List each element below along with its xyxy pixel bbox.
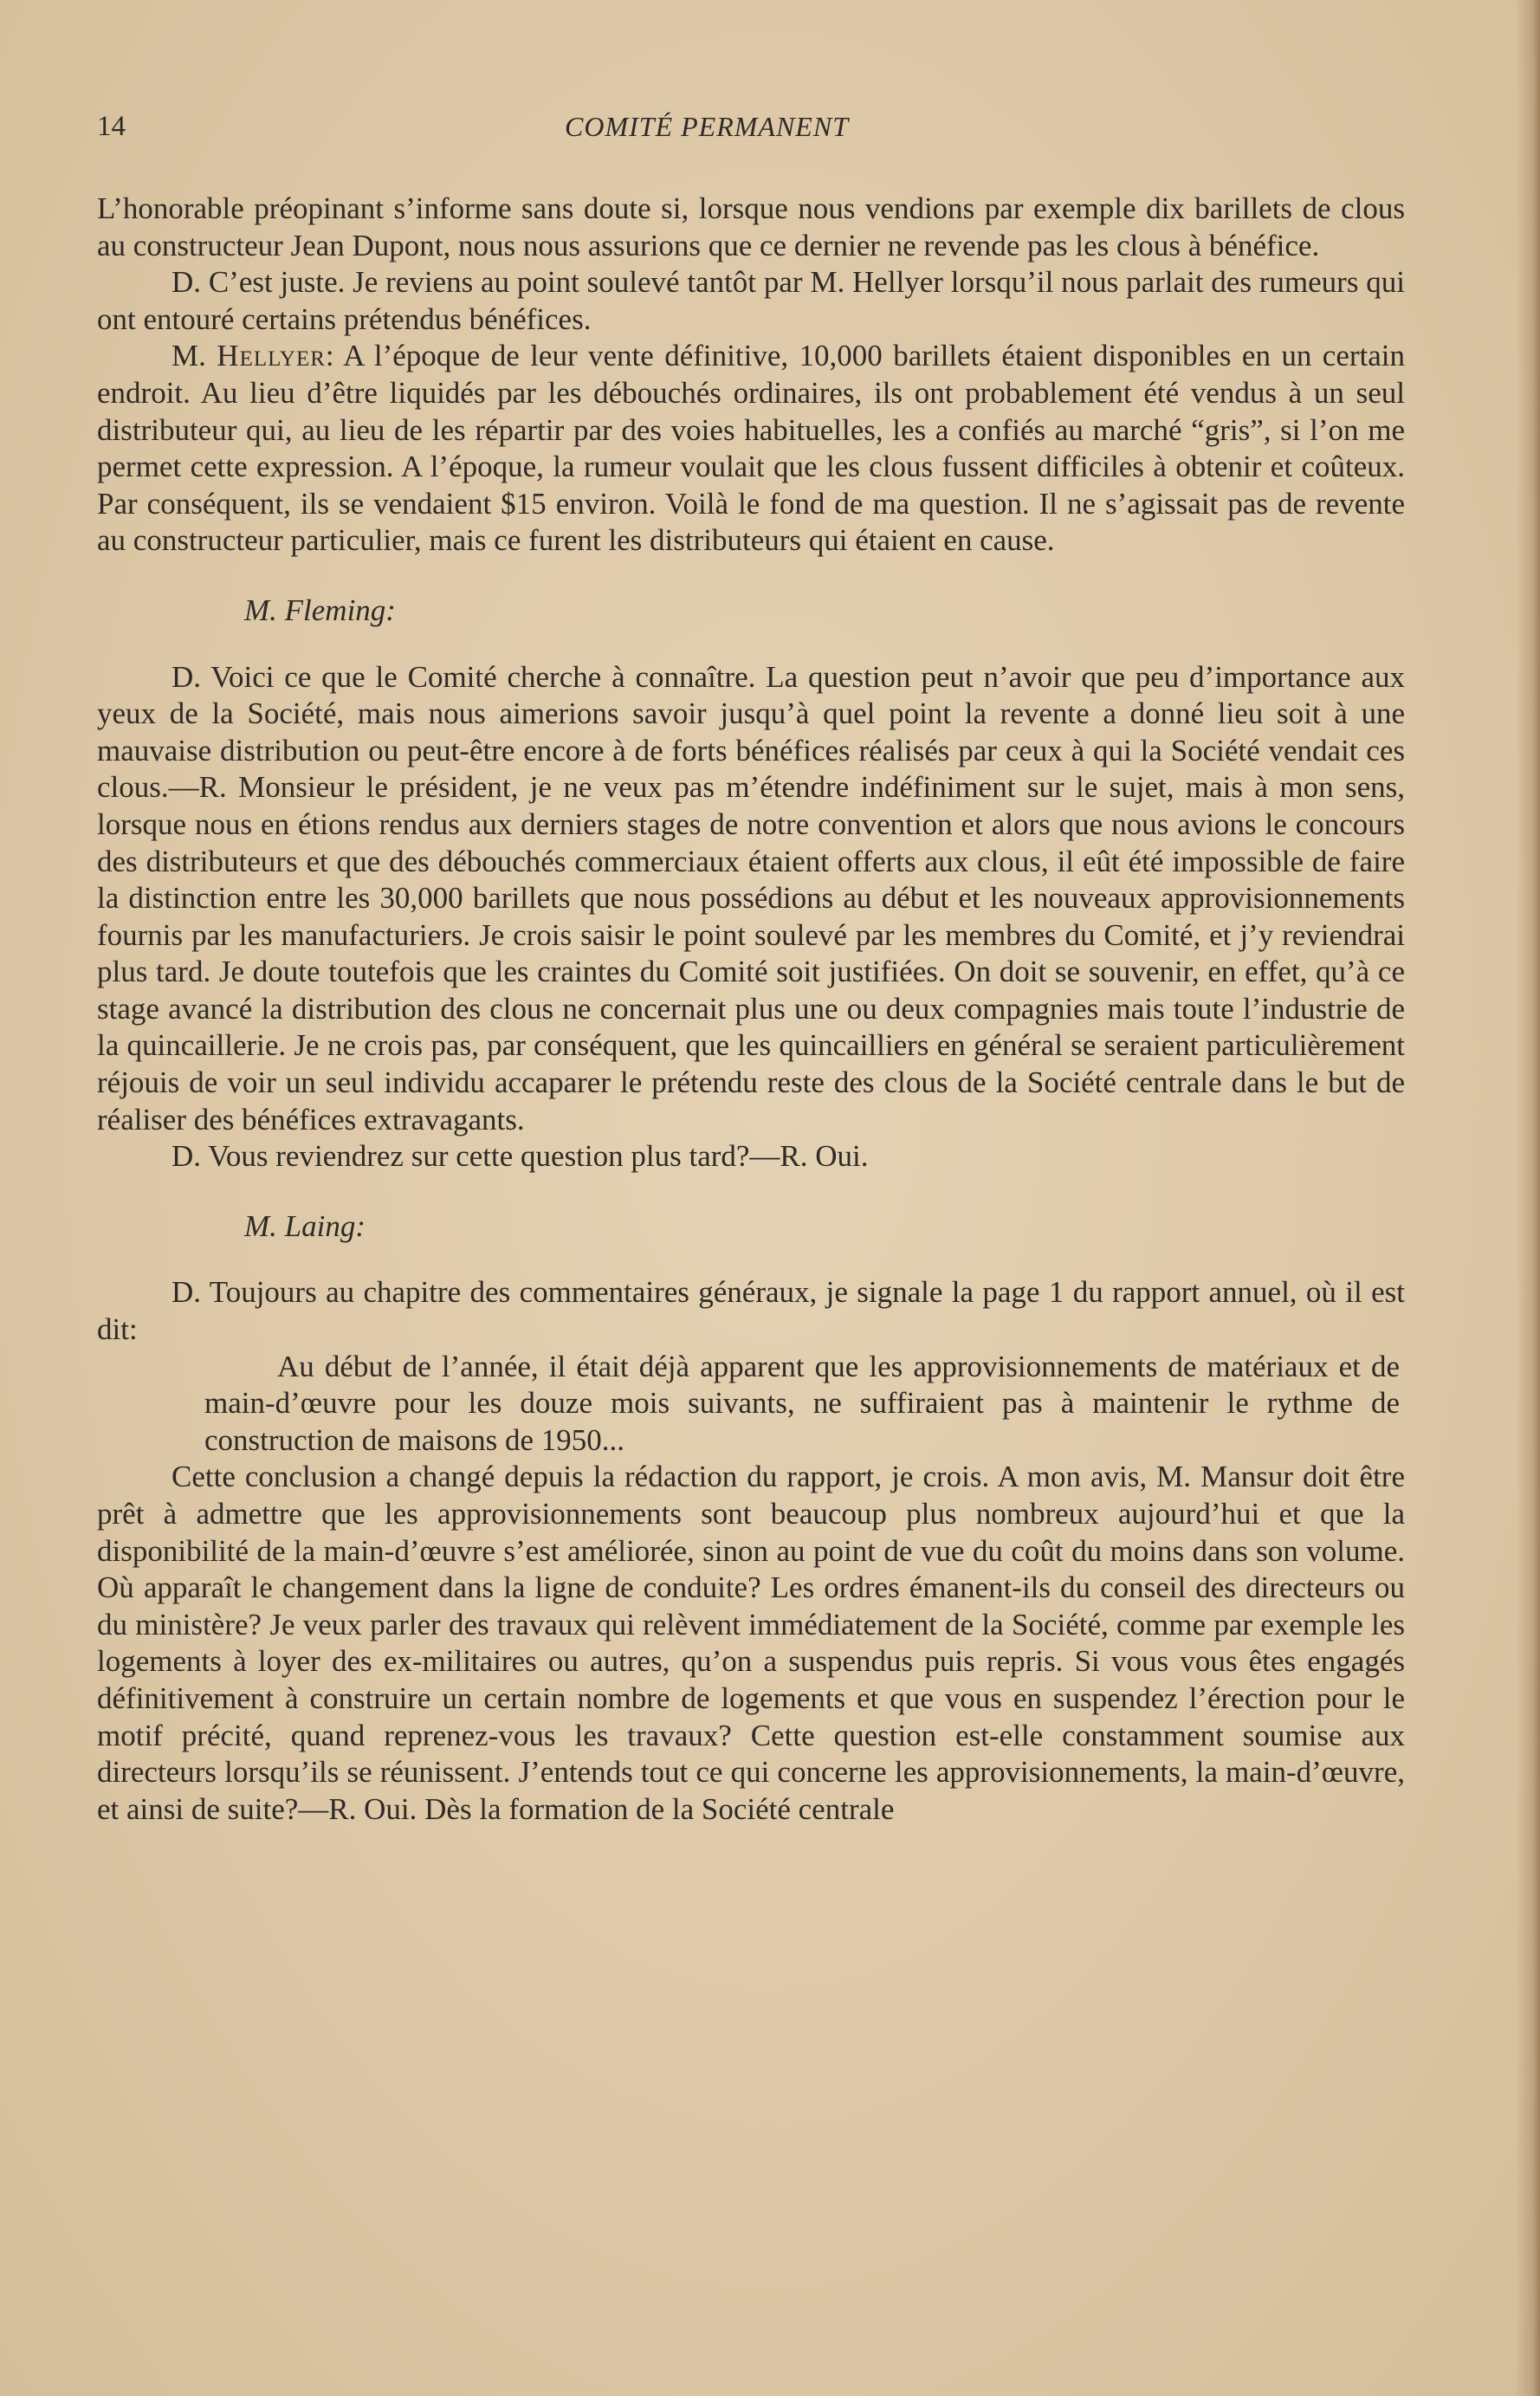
speaker-heading-fleming: M. Fleming: <box>244 593 396 627</box>
speaker-prefix: M. <box>171 339 217 373</box>
paragraph-5: D. Vous reviendrez sur cette question plus tard?—R. Oui. <box>171 1139 869 1174</box>
speaker-heading-laing: M. Laing: <box>244 1208 366 1243</box>
paragraph-1: L’honorable préopinant s’informe sans doute si, lorsque nous vendions par exemple dix barillets de clous au constructeur Jean Dupont, nous nous assurions que ce dernier ne revende pas les clous à bénéfice. <box>97 191 1405 262</box>
paragraph-7: Cette conclusion a changé depuis la rédaction du rapport, je crois. A mon avis, M. Mansur doit être prêt à admettre que les approvisionnements sont beaucoup plus nombreux aujourd’hui et que la disponibilité de la main-d’œuvre s’est améliorée, sinon au point de vue du coût du moins dans son volume. Où apparaît le changement dans la ligne de conduite? Les ordres émanent-ils du conseil des directeurs ou du ministère? Je veux parler des travaux qui relèvent immédiatement de la Société, comme par exemple les logements à loyer des ex-militaires ou autres, qu’on a suspendus puis repris. Si vous vous êtes engagés définitivement à construire un certain nombre de logements et que vous en suspendez l’érection pour le motif précité, quand reprenez-vous les travaux? Cette question est-elle constamment soumise aux directeurs lorsqu’ils se réunissent. J’entends tout ce qui concerne les approvisionnements, la main-d’œuvre, et ainsi de suite?—R. Oui. Dès la formation de la Société centrale <box>97 1460 1405 1826</box>
speaker-name-hellyer: Hellyer <box>217 339 326 373</box>
page-number: 14 <box>97 111 126 142</box>
page-header <box>97 111 929 151</box>
body-text <box>97 191 1405 1828</box>
paragraph-4: D. Voici ce que le Comité cherche à connaître. La question peut n’avoir que peu d’importance aux yeux de la Société, mais nous aimerions savoir jusqu’à quel point la revente a donné lieu soit à une mauvaise distribution ou peut-être encore à de forts bénéfices réalisés par ceux à qui la Société vendait ces clous.—R. Monsieur le président, je ne veux pas m’étendre indéfiniment sur le sujet, mais à mon sens, lorsque nous en étions rendus aux derniers stages de notre convention et alors que nous avions le concours des distributeurs et que des débouchés commerciaux étaient offerts aux clous, il eût été impossible de faire la distinction entre les 30,000 barillets que nous possédions au début et les nouveaux approvisionnements fournis par les manufacturiers. Je crois saisir le point soulevé par les membres du Comité, et j’y reviendrai plus tard. Je doute toutefois que les craintes du Comité soit justifiées. On doit se souvenir, en effet, qu’à ce stage avancé la distribution des clous ne concernait plus une ou deux compagnies mais toute l’industrie de la quincaillerie. Je ne crois pas, par conséquent, que les quincailliers en général se seraient particulièrement réjouis de voir un seul individu accaparer le prétendu reste des clous de la Société centrale dans le but de réaliser des bénéfices extravagants. <box>97 659 1405 1136</box>
paragraph-2: D. C’est juste. Je reviens au point soulevé tantôt par M. Hellyer lorsqu’il nous parlait des rumeurs qui ont entouré certains prétendus bénéfices. <box>97 265 1405 336</box>
paragraph-3-text: : A l’époque de leur vente définitive, 10,000 barillets étaient disponibles en un certain endroit. Au lieu d’être liquidés par les débouchés ordinaires, ils ont probablement été vendus à un seul distributeur qui, au lieu de les répartir par des voies habituelles, les a confiés au marché “gris”, si l’on me permet cette expression. A l’époque, la rumeur voulait que les clous fussent difficiles à obtenir et coûteux. Par conséquent, ils se vendaient $15 environ. Voilà le fond de ma question. Il ne s’agissait pas de revente au constructeur particulier, mais ce furent les distributeurs qui étaient en cause. <box>97 339 1405 558</box>
paragraph-6: D. Toujours au chapitre des commentaires généraux, je signale la page 1 du rapport annuel, où il est dit: <box>97 1275 1405 1347</box>
paragraph-3 <box>97 338 1405 560</box>
running-title: COMITÉ PERMANENT <box>565 111 849 142</box>
block-quote: Au début de l’année, il était déjà apparent que les approvisionnements de matériaux et de main-d’œuvre pour les douze mois suivants, ne suffiraient pas à maintenir le rythme de construction de maisons de 1950... <box>204 1349 1400 1457</box>
page-edge-shadow <box>1516 0 1540 2396</box>
